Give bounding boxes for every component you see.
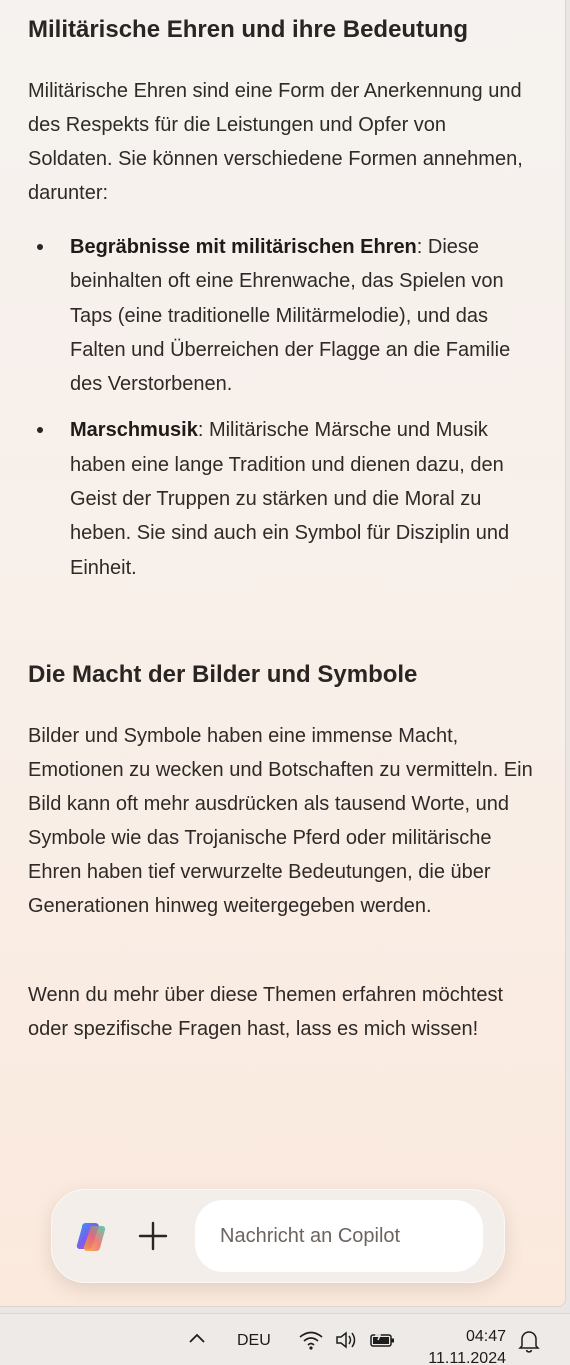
system-clock[interactable] (428, 1326, 506, 1365)
honors-list (28, 230, 528, 585)
plus-icon[interactable] (137, 1220, 169, 1252)
language-indicator[interactable]: DEU (237, 1332, 271, 1349)
copilot-icon[interactable] (76, 1220, 110, 1252)
list-item-term: Begräbnisse mit militärischen Ehren (70, 236, 417, 258)
taskbar (0, 1313, 570, 1365)
list-item (28, 413, 528, 584)
symbols-paragraph: Bilder und Symbole haben eine immense Macht, Emotionen zu wecken und Botschaften zu vermitteln. Ein Bild kann oft mehr ausdrücken als tausend Worte, und Symbole wie das Trojanische Pferd oder militärische Ehren haben tief verwurzelte Bedeutungen, die über Generationen hinweg weitergegeben werden. (28, 725, 533, 917)
list-item (28, 230, 528, 401)
closing-paragraph: Wenn du mehr über diese Themen erfahren möchtest oder spezifische Fragen hast, lass es mich wissen! (28, 984, 504, 1040)
list-item-term: Marschmusik (70, 419, 198, 442)
section-heading-images-symbols: Die Macht der Bilder und Symbole (28, 661, 418, 688)
battery-icon[interactable] (369, 1328, 397, 1355)
message-input[interactable] (195, 1200, 483, 1272)
section-heading-military-honors: Militärische Ehren und ihre Bedeutung (28, 16, 469, 43)
clock-date: 11.11.2024 (428, 1350, 506, 1365)
wifi-icon[interactable] (298, 1329, 324, 1356)
intro-paragraph: Militärische Ehren sind eine Form der Anerkennung und des Respekts für die Leistungen und Opfer von Soldaten. Sie können verschiedene Formen annehmen, darunter: (28, 80, 523, 204)
list-item-text: : Militärische Märsche und Musik haben eine lange Tradition und dienen dazu, den Geist der Truppen zu stärken und die Moral zu heben. Sie sind auch ein Symbol für Disziplin und Einheit. (70, 419, 510, 579)
speaker-icon[interactable] (334, 1329, 360, 1356)
chevron-up-icon[interactable] (188, 1331, 206, 1350)
list-item-text: : Diese beinhalten oft eine Ehrenwache, das Spielen von Taps (eine traditionelle Militärmelodie), und das Falten und Überreichen der Flagge an die Familie des Verstorbenen. (70, 236, 511, 396)
clock-time: 04:47 (465, 1328, 506, 1345)
message-composer (51, 1189, 505, 1283)
bell-icon[interactable] (518, 1329, 540, 1358)
